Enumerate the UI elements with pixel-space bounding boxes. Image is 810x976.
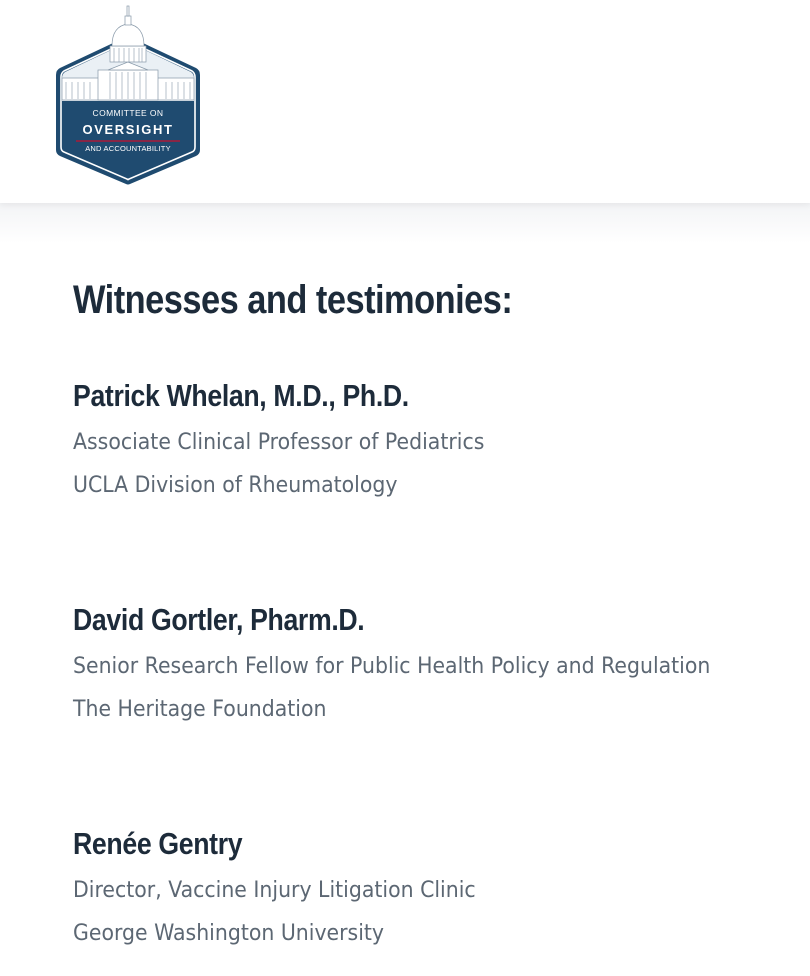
witness-entry-1 (73, 376, 515, 507)
witness-organization: The Heritage Foundation (73, 697, 327, 722)
main-content (73, 272, 803, 946)
page-title: Witnesses and testimonies: (73, 278, 513, 322)
header-shadow (0, 203, 810, 243)
witness-title: Director, Vaccine Injury Litigation Clinic (73, 878, 476, 903)
witness-organization: UCLA Division of Rheumatology (73, 473, 398, 498)
committee-logo-link[interactable] (54, 2, 202, 186)
witness-name: Patrick Whelan, M.D., Ph.D. (73, 378, 409, 413)
witness-entry-3 (73, 824, 506, 955)
logo-line-committee-on: COMMITTEE ON (92, 108, 164, 118)
witness-title: Associate Clinical Professor of Pediatrics (73, 430, 485, 455)
witness-organization: George Washington University (73, 921, 385, 946)
witness-name: David Gortler, Pharm.D. (73, 602, 365, 637)
logo-line-accountability: AND ACCOUNTABILITY (85, 144, 171, 153)
logo-line-oversight: OVERSIGHT (82, 122, 174, 137)
witness-name: Renée Gentry (73, 826, 243, 861)
capitol-badge-icon (54, 2, 202, 186)
witness-entry-2 (73, 600, 758, 731)
site-header (0, 0, 810, 203)
witness-title: Senior Research Fellow for Public Health Policy and Regulation (73, 654, 711, 679)
